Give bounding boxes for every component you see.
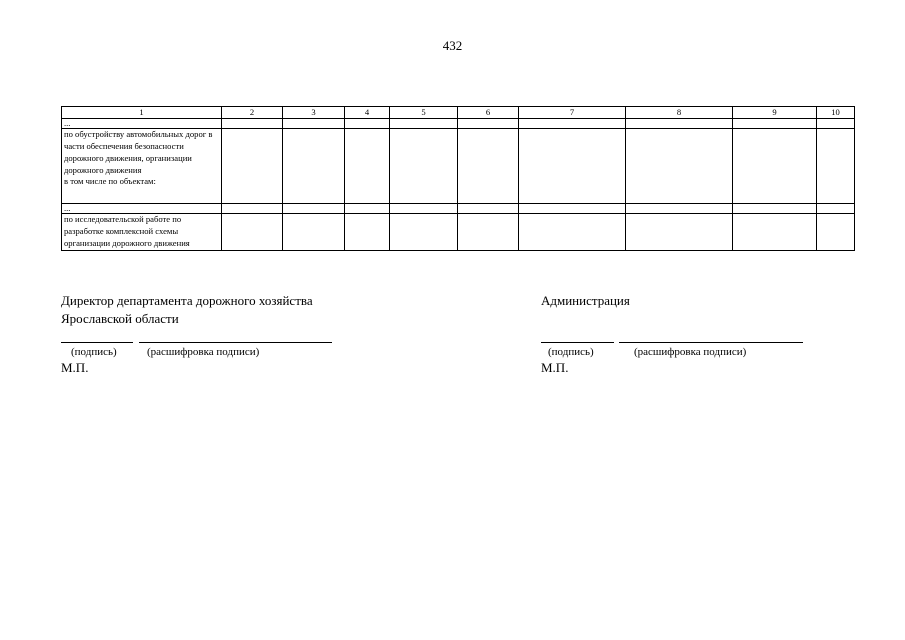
table-cell (733, 204, 817, 214)
table-cell (222, 204, 283, 214)
table-row (62, 119, 855, 129)
table-cell (222, 119, 283, 129)
table-cell (390, 119, 458, 129)
table-row (62, 214, 855, 251)
right-decoding-line (619, 341, 803, 343)
row-label: ... (62, 119, 222, 129)
right-signature-block (541, 292, 841, 310)
table-cell (817, 204, 855, 214)
table-cell (458, 204, 519, 214)
row-label: ... (62, 204, 222, 214)
column-header-10: 10 (817, 107, 855, 119)
left-title-line1: Директор департамента дорожного хозяйства (61, 293, 313, 308)
row-label: по исследовательской работе по разработке комплексной схемы организации дорожного движения (62, 214, 222, 251)
table-cell (817, 119, 855, 129)
left-caption-signature: (подпись) (71, 346, 117, 358)
column-header-7: 7 (519, 107, 626, 119)
left-decoding-line (139, 341, 332, 343)
table-cell (519, 204, 626, 214)
right-stamp: М.П. (541, 360, 569, 375)
table-cell (345, 214, 390, 251)
table-cell (283, 119, 345, 129)
table-cell (458, 129, 519, 204)
table-cell (283, 129, 345, 204)
column-header-1: 1 (62, 107, 222, 119)
page-number: 432 (442, 38, 463, 53)
column-header-3: 3 (283, 107, 345, 119)
table-cell (817, 214, 855, 251)
right-caption-decoding: (расшифровка подписи) (634, 346, 747, 358)
left-signature-block (61, 292, 381, 328)
table-cell (733, 129, 817, 204)
table-cell (733, 119, 817, 129)
table-cell (519, 129, 626, 204)
table-cell (390, 214, 458, 251)
table-cell (733, 214, 817, 251)
left-stamp: М.П. (61, 360, 89, 375)
table-cell (626, 119, 733, 129)
table-cell (519, 214, 626, 251)
left-signature-lines (61, 331, 333, 343)
row-label: по обустройству автомобильных дорог в части обеспечения безопасности дорожного движения, организации дорожного движения в том числе по объектам: (62, 129, 222, 204)
table-cell (283, 214, 345, 251)
table-cell (519, 119, 626, 129)
table-cell (626, 204, 733, 214)
table-cell (390, 204, 458, 214)
table-cell (345, 129, 390, 204)
table-cell (222, 129, 283, 204)
table-cell (626, 129, 733, 204)
report-table (61, 106, 855, 251)
right-title-line1: Администрация (541, 293, 630, 308)
left-signature-line (61, 341, 133, 343)
left-caption-decoding: (расшифровка подписи) (147, 346, 260, 358)
table-cell (458, 119, 519, 129)
column-header-2: 2 (222, 107, 283, 119)
table-cell (390, 129, 458, 204)
table-cell (283, 204, 345, 214)
table-cell (345, 204, 390, 214)
table-cell (817, 129, 855, 204)
table-cell (458, 214, 519, 251)
right-caption-signature: (подпись) (548, 346, 594, 358)
table-row (62, 204, 855, 214)
right-signature-line (541, 341, 614, 343)
table-cell (626, 214, 733, 251)
table-cell (345, 119, 390, 129)
column-header-9: 9 (733, 107, 817, 119)
table-body (62, 119, 855, 251)
right-signature-lines (541, 331, 803, 343)
table-cell (222, 214, 283, 251)
column-header-5: 5 (390, 107, 458, 119)
header-row (62, 107, 855, 119)
column-header-8: 8 (626, 107, 733, 119)
table-row (62, 129, 855, 204)
left-title-line2: Ярославской области (61, 311, 179, 326)
column-header-4: 4 (345, 107, 390, 119)
column-header-6: 6 (458, 107, 519, 119)
